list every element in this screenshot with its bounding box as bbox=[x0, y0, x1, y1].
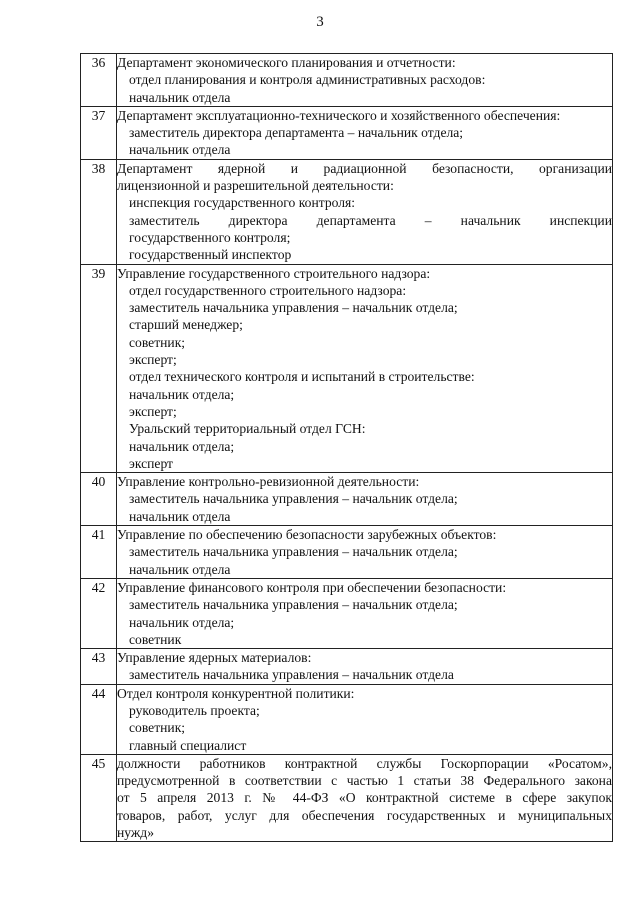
page-number: 3 bbox=[316, 14, 324, 30]
row-content bbox=[117, 649, 613, 685]
table-row bbox=[81, 473, 613, 526]
table-row bbox=[81, 106, 613, 159]
position-title: начальник отдела; bbox=[129, 614, 235, 630]
row-number: 45 bbox=[81, 754, 117, 841]
position-title: руководитель проекта; bbox=[129, 702, 260, 718]
position-title: Уральский территориальный отдел ГСН: bbox=[129, 421, 366, 437]
unit-heading: Департамент ядерной и радиационной безопасности, организации bbox=[117, 160, 612, 176]
positions-table bbox=[80, 53, 613, 842]
unit-heading: Отдел контроля конкурентной политики: bbox=[117, 685, 355, 701]
unit-heading: Управление контрольно-ревизионной деятельности: bbox=[117, 474, 420, 490]
row-number: 40 bbox=[81, 473, 117, 526]
position-title: советник bbox=[129, 631, 182, 647]
unit-heading: нужд» bbox=[117, 825, 154, 841]
row-content bbox=[117, 684, 613, 754]
unit-heading: Департамент экономического планирования и отчетности: bbox=[117, 55, 456, 70]
position-title: начальник отдела bbox=[129, 508, 231, 524]
row-content bbox=[117, 54, 613, 107]
table-row bbox=[81, 754, 613, 841]
row-content bbox=[117, 578, 613, 648]
unit-heading: Управление государственного строительного надзора: bbox=[117, 265, 431, 281]
table-row bbox=[81, 264, 613, 473]
position-title: государственного контроля; bbox=[129, 229, 291, 245]
row-number: 44 bbox=[81, 684, 117, 754]
position-title: заместитель начальника управления – начальник отдела; bbox=[129, 491, 458, 507]
unit-heading: от 5 апреля 2013 г. № 44-ФЗ «О контрактной системе в сфере закупок bbox=[117, 790, 612, 806]
position-title: старший менеджер; bbox=[129, 317, 243, 333]
position-title: начальник отдела; bbox=[129, 438, 235, 454]
position-title: начальник отдела bbox=[129, 89, 231, 105]
row-content bbox=[117, 264, 613, 473]
position-title: заместитель директора департамента – начальник отдела; bbox=[129, 125, 464, 141]
position-title: начальник отдела bbox=[129, 142, 231, 158]
positions-table-body bbox=[81, 54, 613, 842]
unit-heading: Управление финансового контроля при обеспечении безопасности: bbox=[117, 579, 507, 595]
row-content bbox=[117, 106, 613, 159]
row-content bbox=[117, 473, 613, 526]
position-title: инспекция государственного контроля: bbox=[129, 195, 356, 211]
row-number: 42 bbox=[81, 578, 117, 648]
position-title: эксперт bbox=[129, 455, 174, 471]
row-number: 41 bbox=[81, 526, 117, 579]
table-row bbox=[81, 54, 613, 107]
position-title: эксперт; bbox=[129, 352, 177, 368]
position-title: заместитель начальника управления – начальник отдела; bbox=[129, 544, 458, 560]
unit-heading: Департамент эксплуатационно-технического и хозяйственного обеспечения: bbox=[117, 107, 561, 123]
unit-heading: Управление ядерных материалов: bbox=[117, 650, 312, 666]
unit-heading: Управление по обеспечению безопасности зарубежных объектов: bbox=[117, 527, 497, 543]
row-number: 37 bbox=[81, 106, 117, 159]
position-title: заместитель начальника управления – начальник отдела; bbox=[129, 597, 458, 613]
position-title: отдел государственного строительного надзора: bbox=[129, 282, 407, 298]
row-content bbox=[117, 754, 613, 841]
row-number: 43 bbox=[81, 649, 117, 685]
table-row bbox=[81, 578, 613, 648]
position-title: отдел планирования и контроля административных расходов: bbox=[129, 72, 486, 88]
table-row bbox=[81, 649, 613, 685]
position-title: начальник отдела bbox=[129, 561, 231, 577]
table-row bbox=[81, 526, 613, 579]
row-number: 36 bbox=[81, 54, 117, 107]
position-title: заместитель начальника управления – начальник отдела bbox=[129, 667, 454, 683]
position-title: главный специалист bbox=[129, 737, 247, 753]
position-title: государственный инспектор bbox=[129, 247, 292, 263]
position-title: заместитель начальника управления – начальник отдела; bbox=[129, 300, 458, 316]
row-number: 39 bbox=[81, 264, 117, 473]
unit-heading: товаров, работ, услуг для обеспечения государственных и муниципальных bbox=[117, 807, 612, 823]
position-title: заместитель директора департамента – начальник инспекции bbox=[129, 212, 612, 228]
row-number: 38 bbox=[81, 159, 117, 264]
table-row bbox=[81, 159, 613, 264]
table-row bbox=[81, 684, 613, 754]
unit-heading: лицензионной и разрешительной деятельности: bbox=[117, 178, 394, 194]
row-content bbox=[117, 526, 613, 579]
position-title: начальник отдела; bbox=[129, 386, 235, 402]
position-title: советник; bbox=[129, 334, 186, 350]
position-title: эксперт; bbox=[129, 403, 177, 419]
row-content bbox=[117, 159, 613, 264]
position-title: отдел технического контроля и испытаний в строительстве: bbox=[129, 369, 475, 385]
unit-heading: предусмотренной в соответствии с частью 1 статьи 38 Федерального закона bbox=[117, 773, 612, 789]
position-title: советник; bbox=[129, 720, 186, 736]
unit-heading: должности работников контрактной службы Госкорпорации «Росатом», bbox=[117, 755, 612, 771]
